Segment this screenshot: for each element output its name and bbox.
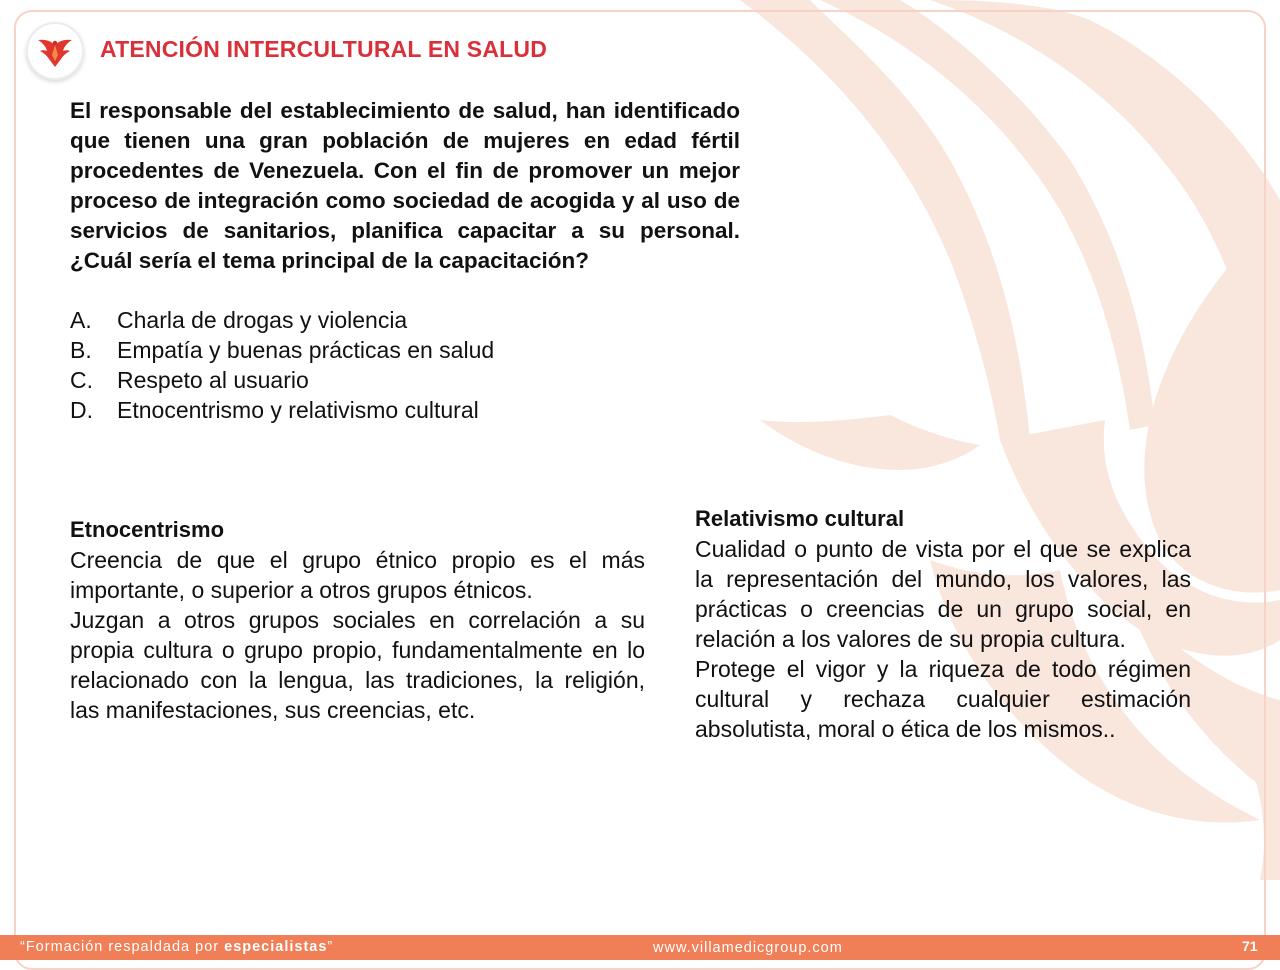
- option-text: Respeto al usuario: [117, 367, 309, 393]
- answer-options: [70, 305, 494, 425]
- etnocentrismo-section: [70, 515, 645, 725]
- option-c: [70, 365, 494, 395]
- section-heading: Relativismo cultural: [695, 506, 905, 531]
- section-paragraph: Creencia de que el grupo étnico propio es el más importante, o superior a otros grupos étnicos.: [70, 547, 645, 603]
- option-d: [70, 395, 494, 425]
- slogan-bold: especialistas: [224, 939, 328, 955]
- slogan-prefix: “Formación respaldada por: [20, 939, 225, 955]
- option-text: Charla de drogas y violencia: [117, 307, 408, 333]
- footer-website-link[interactable]: www.villamedicgroup.com: [653, 940, 843, 956]
- footer-slogan: [20, 939, 333, 955]
- question-text: El responsable del establecimiento de salud, han identificado que tienen una gran población de mujeres en edad fértil procedentes de Venezuela. Con el fin de promover un mejor proceso de integración como sociedad de acogida y al uso de servicios de sanitarios, planifica capacitar a su personal. ¿Cuál sería el tema principal de la capacitación?: [70, 98, 740, 273]
- section-paragraph: Juzgan a otros grupos sociales en correlación a su propia cultura o grupo propio, fundamentalmente en lo relacionado con la lengua, las tradiciones, la religión, las manifestaciones, sus creencias, etc.: [70, 607, 645, 723]
- slogan-suffix: ”: [327, 939, 334, 955]
- option-text: Empatía y buenas prácticas en salud: [117, 337, 495, 363]
- option-letter: D.: [70, 397, 93, 423]
- option-text: Etnocentrismo y relativismo cultural: [117, 397, 479, 423]
- page-title: ATENCIÓN INTERCULTURAL EN SALUD: [100, 36, 548, 62]
- page-number: 71: [1242, 938, 1258, 954]
- option-letter: C.: [70, 367, 93, 393]
- section-paragraph: Protege el vigor y la riqueza de todo régimen cultural y rechaza cualquier estimación absolutista, moral o ética de los mismos..: [695, 656, 1191, 742]
- option-b: [70, 335, 494, 365]
- phoenix-logo-icon: [26, 22, 84, 80]
- option-a: [70, 305, 494, 335]
- section-heading: Etnocentrismo: [70, 517, 225, 542]
- footer-bar: [0, 935, 1280, 960]
- section-paragraph: Cualidad o punto de vista por el que se explica la representación del mundo, los valores, las prácticas o creencias de un grupo social, en relación a los valores de su propia cultura.: [695, 536, 1191, 652]
- relativismo-section: [695, 504, 1191, 744]
- option-letter: A.: [70, 307, 92, 333]
- option-letter: B.: [70, 337, 92, 363]
